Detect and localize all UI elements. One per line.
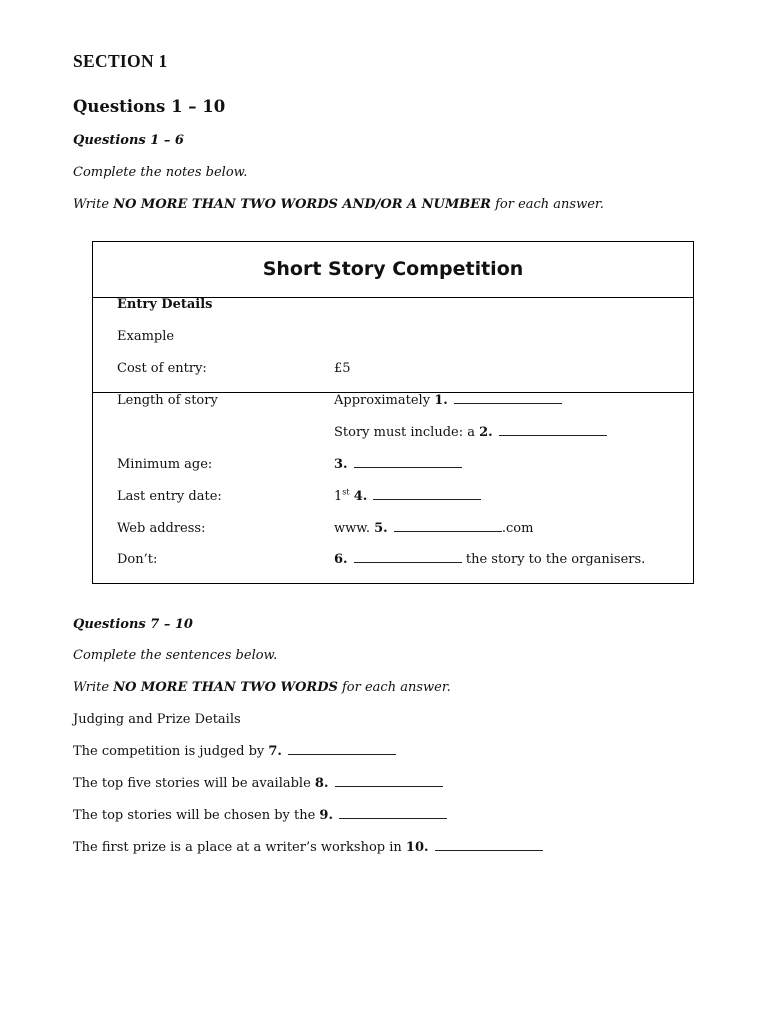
part2-subheading: Questions 7 – 10 bbox=[73, 617, 193, 632]
answer-blank-9[interactable] bbox=[339, 817, 447, 819]
notes-row-value bbox=[334, 457, 462, 472]
question-number: 10. bbox=[405, 840, 429, 855]
word-limit-suffix: for each answer. bbox=[490, 197, 604, 212]
notes-row-value bbox=[334, 393, 562, 408]
question-number: 2. bbox=[479, 425, 493, 440]
cost-value: £5 bbox=[334, 361, 351, 376]
sentence-text: The first prize is a place at a writer’s workshop in bbox=[73, 840, 406, 855]
notes-row-label: Last entry date: bbox=[117, 489, 222, 504]
sentence-text: The top stories will be chosen by the bbox=[73, 808, 320, 823]
question-number: 1. bbox=[434, 393, 448, 408]
part2-word-limit bbox=[73, 680, 451, 695]
sentence-item bbox=[73, 776, 443, 791]
answer-blank-3[interactable] bbox=[354, 466, 462, 468]
row-prefix: www. bbox=[334, 521, 375, 536]
cost-label: Cost of entry: bbox=[117, 361, 207, 376]
notes-row-value bbox=[334, 552, 645, 567]
part1-instruction: Complete the notes below. bbox=[73, 165, 248, 180]
question-number: 4. bbox=[353, 489, 368, 504]
ordinal-suffix: st bbox=[342, 487, 350, 497]
question-number: 3. bbox=[334, 457, 348, 472]
row-prefix: Story must include: a bbox=[334, 425, 480, 440]
answer-blank-6[interactable] bbox=[354, 561, 462, 563]
notes-row-label: Length of story bbox=[117, 393, 218, 408]
part2-heading: Judging and Prize Details bbox=[73, 712, 241, 727]
word-limit-suffix: for each answer. bbox=[337, 680, 451, 695]
sentence-item bbox=[73, 808, 447, 823]
answer-blank-1[interactable] bbox=[454, 402, 562, 404]
part2-instruction: Complete the sentences below. bbox=[73, 648, 278, 663]
section-title: SECTION 1 bbox=[73, 51, 168, 71]
word-limit-prefix: Write bbox=[73, 197, 114, 212]
example-label: Example bbox=[117, 329, 175, 344]
notes-row-label: Minimum age: bbox=[117, 457, 213, 472]
answer-blank-4[interactable] bbox=[373, 498, 481, 500]
answer-blank-2[interactable] bbox=[499, 434, 607, 436]
notes-row-value bbox=[334, 521, 533, 536]
row-prefix: Approximately bbox=[334, 393, 435, 408]
row-suffix: the story to the organisers. bbox=[461, 552, 646, 567]
part1-word-limit bbox=[73, 197, 604, 212]
question-number: 9. bbox=[319, 808, 333, 823]
word-limit-bold: NO MORE THAN TWO WORDS bbox=[113, 680, 338, 695]
row-prefix: 1 bbox=[334, 489, 343, 504]
question-number: 5. bbox=[374, 521, 388, 536]
answer-blank-8[interactable] bbox=[335, 785, 443, 787]
entry-details-heading: Entry Details bbox=[117, 297, 213, 312]
questions-range-heading: Questions 1 – 10 bbox=[73, 97, 226, 116]
notes-box bbox=[92, 241, 694, 584]
sentence-text: The competition is judged by bbox=[73, 744, 269, 759]
sentence-item bbox=[73, 840, 543, 855]
notes-row-value bbox=[334, 425, 607, 440]
notes-title: Short Story Competition bbox=[262, 258, 524, 280]
row-suffix: .com bbox=[501, 521, 534, 536]
notes-row-label: Don’t: bbox=[117, 552, 158, 567]
question-number: 6. bbox=[334, 552, 348, 567]
word-limit-bold: NO MORE THAN TWO WORDS AND/OR A NUMBER bbox=[113, 197, 491, 212]
question-number: 8. bbox=[314, 776, 329, 791]
notes-row-label: Web address: bbox=[117, 521, 206, 536]
sentence-text: The top five stories will be available bbox=[73, 776, 315, 791]
question-number: 7. bbox=[268, 744, 282, 759]
answer-blank-5[interactable] bbox=[394, 530, 502, 532]
part1-subheading: Questions 1 – 6 bbox=[73, 133, 184, 148]
sentence-item bbox=[73, 744, 396, 759]
answer-blank-7[interactable] bbox=[288, 753, 396, 755]
word-limit-prefix: Write bbox=[73, 680, 114, 695]
answer-blank-10[interactable] bbox=[435, 849, 543, 851]
notes-row-value bbox=[334, 489, 481, 504]
